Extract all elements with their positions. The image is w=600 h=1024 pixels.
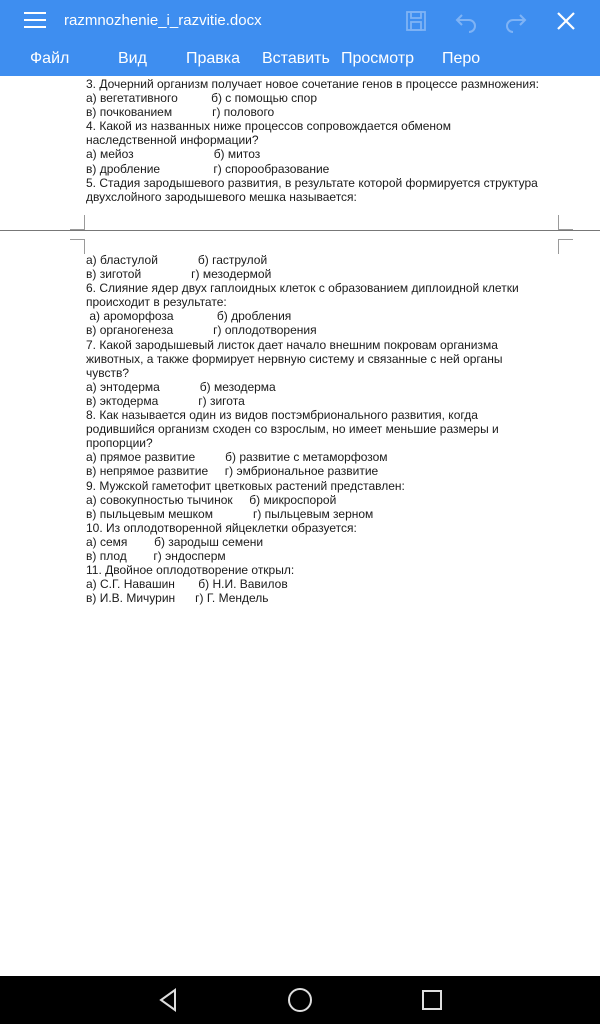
back-icon[interactable]	[154, 986, 182, 1014]
redo-icon[interactable]	[504, 9, 528, 33]
text-line: а) энтодерма б) мезодерма	[86, 379, 276, 394]
text-line: животных, а также формирует нервную систему и связанные с ней органы	[86, 351, 503, 366]
text-line: в) непрямое развитие г) эмбриональное развитие	[86, 464, 379, 479]
text-line: в) органогенеза г) оплодотворения	[86, 323, 317, 338]
menu-insert[interactable]: Вставить	[262, 50, 330, 67]
text-line: а) совокупностью тычинок б) микроспорой	[86, 492, 337, 507]
menu-edit[interactable]: Правка	[186, 50, 241, 67]
close-icon[interactable]	[554, 9, 578, 33]
document-page[interactable]	[0, 76, 600, 976]
text-block-page2	[86, 253, 576, 605]
text-line: а) прямое развитие б) развитие с метаморфозом	[86, 450, 388, 465]
text-line: а) семя б) зародыш семени	[86, 534, 264, 549]
text-line: 9. Мужской гаметофит цветковых растений представлен:	[86, 478, 405, 493]
menu-review[interactable]: Просмотр	[341, 50, 415, 67]
text-line: а) ароморфоза б) дробления	[86, 309, 292, 324]
text-line: в) дробление г) спорообразование	[86, 161, 330, 176]
text-line: а) С.Г. Навашин б) Н.И. Вавилов	[86, 577, 288, 592]
text-line: 7. Какой зародышевый листок дает начало внешним покровам организма	[86, 337, 498, 352]
home-icon[interactable]	[286, 986, 314, 1014]
text-line: 3. Дочерний организм получает новое сочетание генов в процессе размножения:	[86, 77, 539, 91]
menu-bar	[0, 42, 600, 76]
crop-mark	[558, 215, 573, 230]
save-icon[interactable]	[404, 9, 428, 33]
text-line: 4. Какой из названных ниже процессов сопровождается обменом	[86, 119, 451, 134]
text-line: 10. Из оплодотворенной яйцеклетки образуется:	[86, 520, 357, 535]
text-line: а) вегетативного б) с помощью спор	[86, 91, 318, 106]
text-line: а) бластулой б) гаструлой	[86, 253, 268, 267]
menu-file[interactable]: Файл	[30, 50, 70, 67]
text-line: 5. Стадия зародышевого развития, в результате которой формируется структура	[86, 175, 538, 190]
page-break-line	[0, 230, 600, 231]
document-title: razmnozhenie_i_razvitie.docx	[64, 12, 262, 29]
text-line: в) эктодерма г) зигота	[86, 393, 245, 408]
text-line: наследственной информации?	[86, 133, 259, 148]
title-row	[0, 0, 600, 42]
hamburger-icon[interactable]	[24, 12, 46, 28]
text-line: 11. Двойное оплодотворение открыл:	[86, 563, 295, 578]
text-block-page1	[86, 77, 576, 204]
menu-view[interactable]: Вид	[118, 50, 147, 67]
text-line: двухслойного зародышевого мешка называется:	[86, 189, 357, 204]
text-line: 8. Как называется один из видов постэмбрионального развития, когда	[86, 408, 478, 423]
app-bar	[0, 0, 600, 76]
undo-icon[interactable]	[454, 9, 478, 33]
menu-pen[interactable]: Перо	[442, 50, 481, 67]
text-line: в) И.В. Мичурин г) Г. Мендель	[86, 591, 269, 606]
text-line: в) зиготой г) мезодермой	[86, 267, 272, 282]
text-line: 6. Слияние ядер двух гаплоидных клеток с образованием диплоидной клетки	[86, 281, 519, 296]
text-line: родившийся организм сходен со взрослым, но имеет меньшие размеры и	[86, 422, 499, 437]
recents-icon[interactable]	[418, 986, 446, 1014]
system-nav-bar	[0, 976, 600, 1024]
text-line: в) плод г) эндосперм	[86, 548, 226, 563]
text-line: чувств?	[86, 365, 130, 380]
text-line: в) почкованием г) полового	[86, 105, 275, 120]
text-line: а) мейоз б) митоз	[86, 147, 261, 162]
text-line: в) пыльцевым мешком г) пыльцевым зерном	[86, 506, 374, 521]
crop-mark	[558, 239, 573, 254]
text-line: происходит в результате:	[86, 295, 227, 310]
crop-mark	[70, 215, 85, 230]
crop-mark	[70, 239, 85, 254]
text-line: пропорции?	[86, 436, 153, 451]
